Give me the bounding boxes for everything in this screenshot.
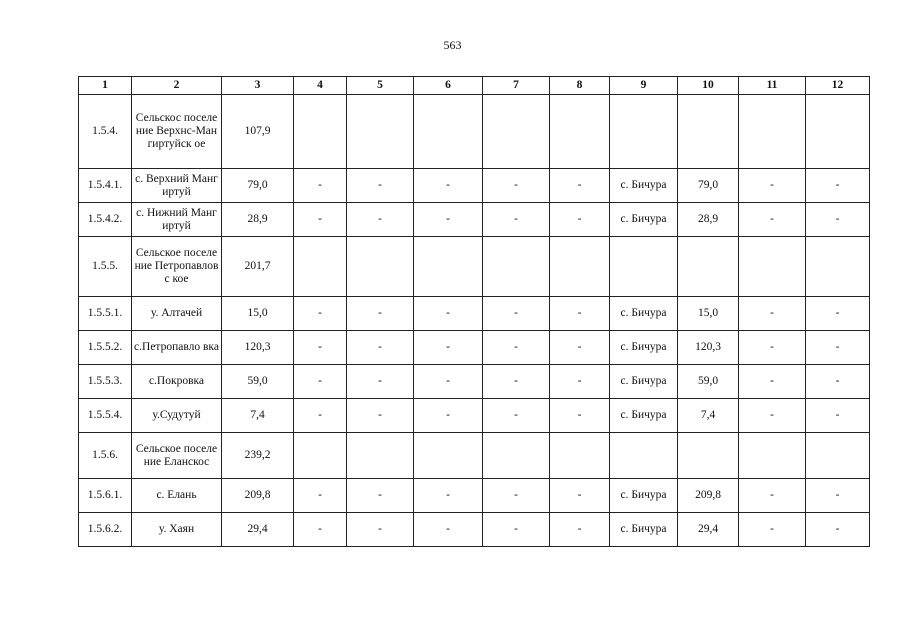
cell-col-12: - xyxy=(806,365,870,399)
cell-col-3: 59,0 xyxy=(222,365,294,399)
cell-col-5: - xyxy=(347,203,414,237)
settlement-row xyxy=(79,95,870,169)
cell-col-5: - xyxy=(347,399,414,433)
cell-col-11: - xyxy=(739,203,806,237)
cell-col-4: - xyxy=(294,365,347,399)
cell-col-8 xyxy=(550,237,610,297)
column-header-7: 7 xyxy=(483,77,550,95)
cell-col-8: - xyxy=(550,297,610,331)
cell-col-7: - xyxy=(483,331,550,365)
cell-col-1: 1.5.5.3. xyxy=(79,365,132,399)
cell-col-11: - xyxy=(739,399,806,433)
cell-col-1: 1.5.6.1. xyxy=(79,479,132,513)
cell-col-6 xyxy=(414,237,483,297)
cell-col-12: - xyxy=(806,297,870,331)
cell-col-11 xyxy=(739,433,806,479)
cell-col-8 xyxy=(550,433,610,479)
cell-col-5: - xyxy=(347,169,414,203)
cell-col-10: 28,9 xyxy=(678,203,739,237)
cell-col-12: - xyxy=(806,203,870,237)
cell-col-5: - xyxy=(347,513,414,547)
cell-col-2: у. Алтачей xyxy=(132,297,222,331)
cell-col-11 xyxy=(739,237,806,297)
cell-col-12 xyxy=(806,433,870,479)
cell-col-11: - xyxy=(739,479,806,513)
cell-col-3: 107,9 xyxy=(222,95,294,169)
column-header-8: 8 xyxy=(550,77,610,95)
cell-col-2: с.Покровка xyxy=(132,365,222,399)
cell-col-12 xyxy=(806,237,870,297)
cell-col-12: - xyxy=(806,399,870,433)
cell-col-4: - xyxy=(294,203,347,237)
cell-col-6 xyxy=(414,95,483,169)
cell-col-7 xyxy=(483,433,550,479)
cell-col-7: - xyxy=(483,297,550,331)
cell-col-5: - xyxy=(347,331,414,365)
cell-col-8: - xyxy=(550,331,610,365)
cell-col-5 xyxy=(347,95,414,169)
cell-col-7: - xyxy=(483,513,550,547)
cell-col-12: - xyxy=(806,479,870,513)
cell-col-11: - xyxy=(739,513,806,547)
cell-col-12 xyxy=(806,95,870,169)
cell-col-11: - xyxy=(739,297,806,331)
cell-col-8: - xyxy=(550,513,610,547)
column-header-6: 6 xyxy=(414,77,483,95)
cell-col-10: 120,3 xyxy=(678,331,739,365)
column-header-12: 12 xyxy=(806,77,870,95)
cell-col-2: с. Нижний Мангиртуй xyxy=(132,203,222,237)
table-row xyxy=(79,513,870,547)
cell-col-5: - xyxy=(347,479,414,513)
data-table xyxy=(78,76,870,547)
cell-col-3: 79,0 xyxy=(222,169,294,203)
cell-col-8: - xyxy=(550,365,610,399)
cell-col-10 xyxy=(678,95,739,169)
cell-col-6: - xyxy=(414,331,483,365)
cell-col-4: - xyxy=(294,399,347,433)
cell-col-9: с. Бичура xyxy=(610,479,678,513)
cell-col-6: - xyxy=(414,513,483,547)
cell-col-10: 59,0 xyxy=(678,365,739,399)
table-row xyxy=(79,203,870,237)
cell-col-3: 28,9 xyxy=(222,203,294,237)
settlement-row xyxy=(79,433,870,479)
cell-col-4 xyxy=(294,237,347,297)
column-header-2: 2 xyxy=(132,77,222,95)
cell-col-10 xyxy=(678,237,739,297)
cell-col-8: - xyxy=(550,169,610,203)
cell-col-2: с. Верхний Мангиртуй xyxy=(132,169,222,203)
cell-col-6: - xyxy=(414,203,483,237)
cell-col-1: 1.5.4.2. xyxy=(79,203,132,237)
cell-col-9: с. Бичура xyxy=(610,399,678,433)
cell-col-6: - xyxy=(414,479,483,513)
cell-col-7 xyxy=(483,237,550,297)
settlement-row xyxy=(79,237,870,297)
cell-col-7: - xyxy=(483,365,550,399)
cell-col-2: Сельскос поселение Верхнс-Мангиртуйск ое xyxy=(132,95,222,169)
column-header-11: 11 xyxy=(739,77,806,95)
cell-col-4 xyxy=(294,95,347,169)
cell-col-7: - xyxy=(483,479,550,513)
cell-col-6: - xyxy=(414,297,483,331)
cell-col-2: Сельское поселение Еланскос xyxy=(132,433,222,479)
cell-col-2: с. Елань xyxy=(132,479,222,513)
cell-col-3: 15,0 xyxy=(222,297,294,331)
cell-col-3: 29,4 xyxy=(222,513,294,547)
cell-col-4: - xyxy=(294,479,347,513)
cell-col-11: - xyxy=(739,365,806,399)
cell-col-3: 120,3 xyxy=(222,331,294,365)
table-row xyxy=(79,297,870,331)
cell-col-1: 1.5.5.2. xyxy=(79,331,132,365)
cell-col-1: 1.5.5. xyxy=(79,237,132,297)
cell-col-1: 1.5.5.1. xyxy=(79,297,132,331)
cell-col-11: - xyxy=(739,169,806,203)
cell-col-11 xyxy=(739,95,806,169)
cell-col-11: - xyxy=(739,331,806,365)
cell-col-5: - xyxy=(347,365,414,399)
cell-col-2: у.Судутуй xyxy=(132,399,222,433)
cell-col-10: 7,4 xyxy=(678,399,739,433)
cell-col-3: 201,7 xyxy=(222,237,294,297)
cell-col-3: 239,2 xyxy=(222,433,294,479)
cell-col-5 xyxy=(347,237,414,297)
column-header-3: 3 xyxy=(222,77,294,95)
cell-col-7: - xyxy=(483,203,550,237)
table-row xyxy=(79,365,870,399)
cell-col-12: - xyxy=(806,513,870,547)
cell-col-6: - xyxy=(414,399,483,433)
cell-col-1: 1.5.5.4. xyxy=(79,399,132,433)
cell-col-12: - xyxy=(806,331,870,365)
column-header-5: 5 xyxy=(347,77,414,95)
column-header-4: 4 xyxy=(294,77,347,95)
column-header-1: 1 xyxy=(79,77,132,95)
cell-col-10: 209,8 xyxy=(678,479,739,513)
cell-col-9 xyxy=(610,95,678,169)
cell-col-10: 15,0 xyxy=(678,297,739,331)
cell-col-9: с. Бичура xyxy=(610,365,678,399)
cell-col-2: Сельское поселение Петропавловс кое xyxy=(132,237,222,297)
cell-col-4: - xyxy=(294,331,347,365)
column-header-10: 10 xyxy=(678,77,739,95)
cell-col-9: с. Бичура xyxy=(610,203,678,237)
cell-col-9 xyxy=(610,433,678,479)
cell-col-4 xyxy=(294,433,347,479)
cell-col-9: с. Бичура xyxy=(610,297,678,331)
cell-col-8 xyxy=(550,95,610,169)
cell-col-5 xyxy=(347,433,414,479)
table-row xyxy=(79,479,870,513)
table-row xyxy=(79,169,870,203)
cell-col-8: - xyxy=(550,203,610,237)
cell-col-7: - xyxy=(483,399,550,433)
cell-col-10: 79,0 xyxy=(678,169,739,203)
cell-col-1: 1.5.6.2. xyxy=(79,513,132,547)
table-row xyxy=(79,331,870,365)
cell-col-8: - xyxy=(550,399,610,433)
cell-col-4: - xyxy=(294,297,347,331)
cell-col-9: с. Бичура xyxy=(610,513,678,547)
cell-col-2: у. Хаян xyxy=(132,513,222,547)
cell-col-6: - xyxy=(414,169,483,203)
cell-col-10: 29,4 xyxy=(678,513,739,547)
cell-col-9: с. Бичура xyxy=(610,169,678,203)
cell-col-9 xyxy=(610,237,678,297)
cell-col-4: - xyxy=(294,169,347,203)
cell-col-10 xyxy=(678,433,739,479)
table-row xyxy=(79,399,870,433)
cell-col-1: 1.5.4. xyxy=(79,95,132,169)
cell-col-6: - xyxy=(414,365,483,399)
cell-col-8: - xyxy=(550,479,610,513)
cell-col-2: с.Петропавло вка xyxy=(132,331,222,365)
column-header-9: 9 xyxy=(610,77,678,95)
header-row xyxy=(79,77,870,95)
cell-col-3: 209,8 xyxy=(222,479,294,513)
cell-col-9: с. Бичура xyxy=(610,331,678,365)
page-number: 563 xyxy=(443,38,462,52)
cell-col-3: 7,4 xyxy=(222,399,294,433)
cell-col-1: 1.5.4.1. xyxy=(79,169,132,203)
cell-col-1: 1.5.6. xyxy=(79,433,132,479)
cell-col-7 xyxy=(483,95,550,169)
cell-col-6 xyxy=(414,433,483,479)
cell-col-5: - xyxy=(347,297,414,331)
cell-col-12: - xyxy=(806,169,870,203)
cell-col-4: - xyxy=(294,513,347,547)
cell-col-7: - xyxy=(483,169,550,203)
